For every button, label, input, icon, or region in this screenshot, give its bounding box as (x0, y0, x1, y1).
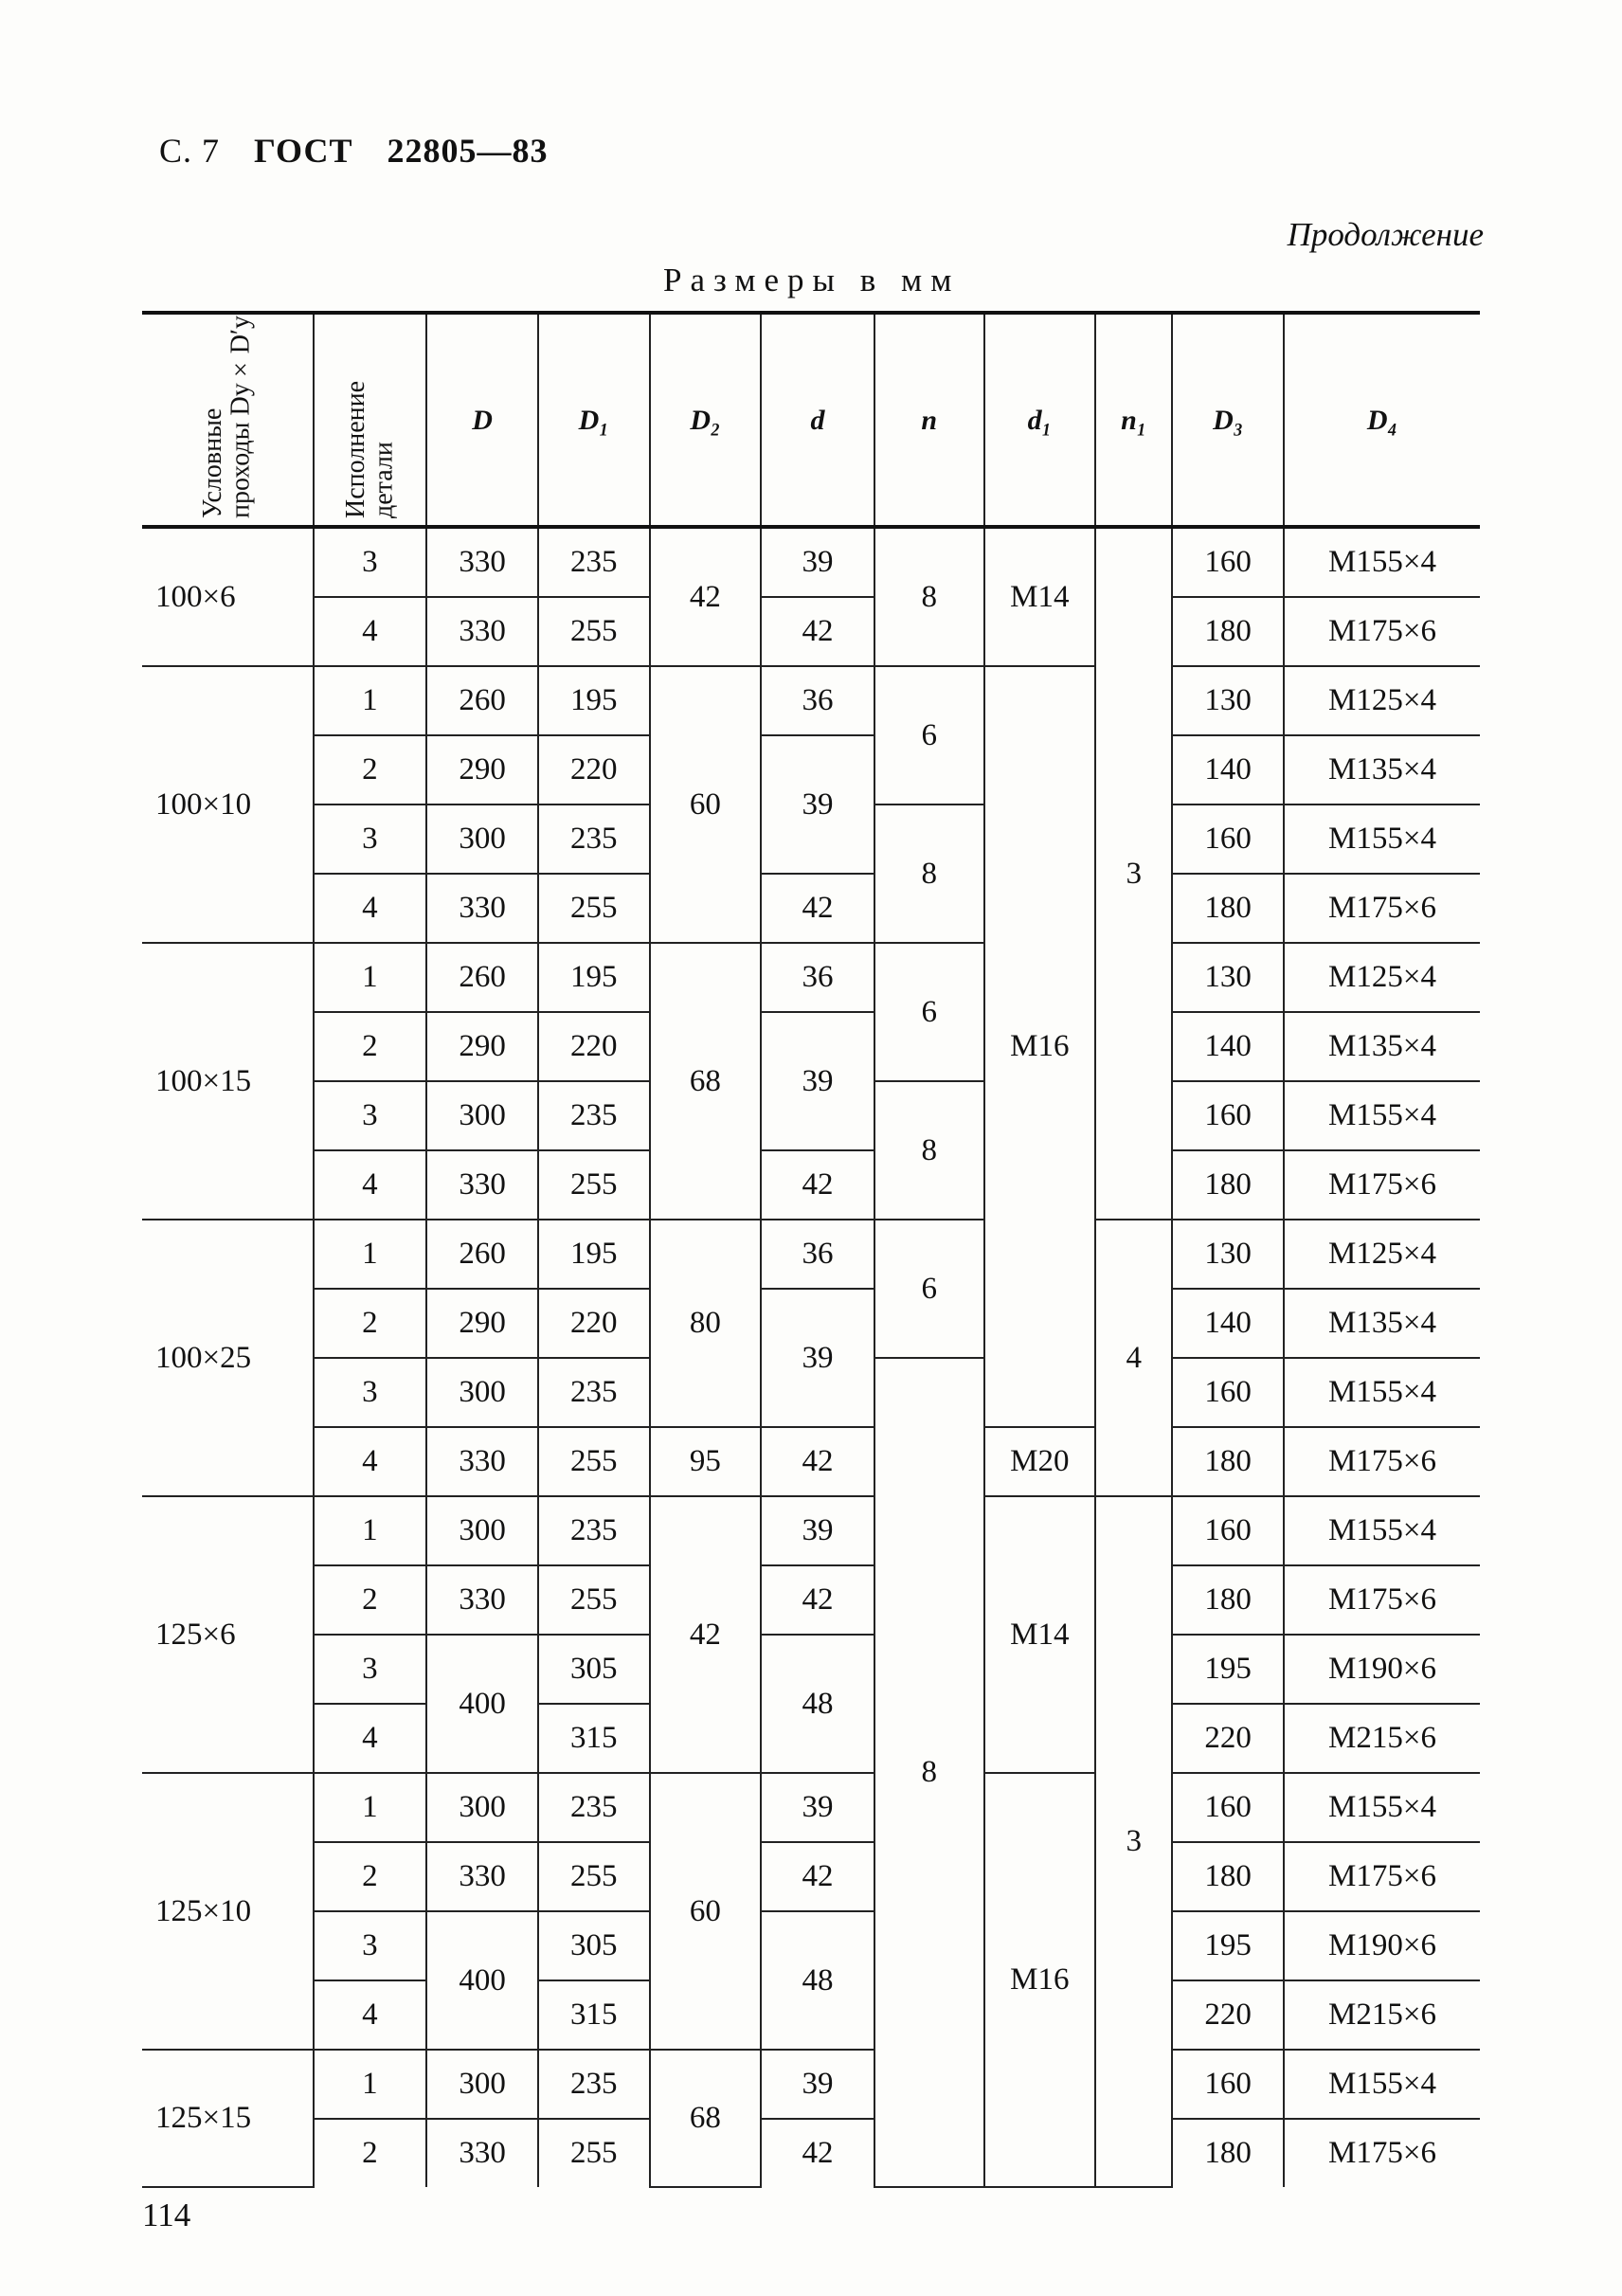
cell-variant: 3 (314, 1635, 427, 1704)
cell-D4: M125×4 (1284, 1220, 1480, 1289)
cell-d: 39 (761, 2050, 874, 2119)
cell-D4: M155×4 (1284, 1358, 1480, 1427)
cell-variant: 1 (314, 666, 427, 735)
cell-D1: 255 (538, 1565, 650, 1635)
cell-D: 330 (426, 527, 538, 597)
cell-D4: M175×6 (1284, 1565, 1480, 1635)
cell-D1: 235 (538, 805, 650, 874)
col-header-D: D (426, 313, 538, 527)
cell-D3: 130 (1172, 943, 1284, 1012)
cell-d1: M16 (984, 666, 1096, 1427)
cell-D1: 315 (538, 1704, 650, 1773)
cell-variant: 2 (314, 735, 427, 805)
col-header-variant: Исполнение детали (314, 313, 427, 527)
cell-d: 36 (761, 1220, 874, 1289)
col-header-D1: D₁ (538, 313, 650, 527)
cell-D1: 235 (538, 1358, 650, 1427)
cell-variant: 2 (314, 1842, 427, 1911)
table-header-row (142, 313, 1480, 527)
units-caption: Размеры в мм (663, 262, 961, 298)
cell-variant: 4 (314, 1427, 427, 1496)
cell-D3: 160 (1172, 1358, 1284, 1427)
cell-D3: 180 (1172, 874, 1284, 943)
cell-D3: 180 (1172, 1427, 1284, 1496)
cell-D3: 140 (1172, 735, 1284, 805)
cell-D3: 220 (1172, 1704, 1284, 1773)
cell-D: 260 (426, 1220, 538, 1289)
cell-D: 300 (426, 1496, 538, 1565)
col-header-d1: d₁ (984, 313, 1096, 527)
cell-variant: 1 (314, 1220, 427, 1289)
cell-dn: 125×15 (142, 2050, 314, 2187)
cell-D4: M190×6 (1284, 1911, 1480, 1980)
cell-n: 6 (874, 666, 984, 805)
cell-variant: 4 (314, 874, 427, 943)
cell-variant: 4 (314, 1150, 427, 1220)
cell-D1: 235 (538, 527, 650, 597)
cell-D: 330 (426, 874, 538, 943)
cell-variant: 2 (314, 1565, 427, 1635)
cell-D1: 255 (538, 597, 650, 666)
cell-D: 300 (426, 2050, 538, 2119)
cell-D2: 42 (650, 527, 762, 666)
cell-D4: M175×6 (1284, 874, 1480, 943)
cell-n1: 4 (1095, 1220, 1172, 1496)
cell-D3: 180 (1172, 2119, 1284, 2187)
page-prefix: С. 7 (159, 132, 221, 170)
cell-dn: 100×15 (142, 943, 314, 1220)
table-row (142, 527, 1480, 597)
cell-D: 330 (426, 597, 538, 666)
cell-D4: M155×4 (1284, 805, 1480, 874)
cell-n: 8 (874, 805, 984, 943)
cell-n: 8 (874, 527, 984, 666)
cell-D: 300 (426, 1081, 538, 1150)
cell-D1: 195 (538, 666, 650, 735)
cell-d: 48 (761, 1635, 874, 1773)
cell-d: 36 (761, 943, 874, 1012)
cell-d: 39 (761, 1496, 874, 1565)
cell-d: 36 (761, 666, 874, 735)
cell-D4: M125×4 (1284, 943, 1480, 1012)
cell-D3: 160 (1172, 1081, 1284, 1150)
col-header-n: n (874, 313, 984, 527)
cell-D2: 68 (650, 943, 762, 1220)
cell-n: 8 (874, 1081, 984, 1220)
cell-D4: M125×4 (1284, 666, 1480, 735)
standard-number: 22805—83 (387, 132, 549, 170)
cell-D1: 305 (538, 1635, 650, 1704)
cell-D: 330 (426, 1150, 538, 1220)
cell-variant: 4 (314, 1980, 427, 2050)
cell-variant: 3 (314, 1081, 427, 1150)
table-row (142, 1842, 1480, 1911)
col-header-dn: Условные проходы Dу×D′у (142, 313, 314, 527)
cell-D2: 95 (650, 1427, 762, 1496)
cell-d: 39 (761, 1289, 874, 1427)
cell-variant: 3 (314, 1911, 427, 1980)
col-header-d: d (761, 313, 874, 527)
cell-D3: 140 (1172, 1012, 1284, 1081)
cell-d: 39 (761, 527, 874, 597)
cell-D3: 195 (1172, 1635, 1284, 1704)
cell-d1: M16 (984, 1773, 1096, 2187)
cell-D4: M155×4 (1284, 1081, 1480, 1150)
cell-D1: 220 (538, 735, 650, 805)
cell-D: 330 (426, 1427, 538, 1496)
cell-D1: 195 (538, 943, 650, 1012)
cell-variant: 2 (314, 2119, 427, 2187)
cell-d1: M14 (984, 527, 1096, 666)
cell-n1: 3 (1095, 1496, 1172, 2187)
cell-variant: 2 (314, 1012, 427, 1081)
table-row (142, 1427, 1480, 1496)
cell-variant: 4 (314, 1704, 427, 1773)
cell-d: 42 (761, 1842, 874, 1911)
cell-D3: 220 (1172, 1980, 1284, 2050)
cell-D2: 60 (650, 666, 762, 943)
cell-variant: 3 (314, 527, 427, 597)
cell-D2: 80 (650, 1220, 762, 1427)
cell-D4: M175×6 (1284, 597, 1480, 666)
cell-D3: 195 (1172, 1911, 1284, 1980)
col-header-n1: n₁ (1095, 313, 1172, 527)
table-row (142, 597, 1480, 666)
cell-D: 260 (426, 666, 538, 735)
cell-D2: 68 (650, 2050, 762, 2187)
cell-D3: 180 (1172, 1842, 1284, 1911)
cell-D3: 140 (1172, 1289, 1284, 1358)
cell-D1: 235 (538, 1496, 650, 1565)
cell-D1: 220 (538, 1289, 650, 1358)
cell-D: 290 (426, 1012, 538, 1081)
cell-d: 39 (761, 735, 874, 874)
cell-variant: 1 (314, 2050, 427, 2119)
cell-variant: 3 (314, 805, 427, 874)
cell-D3: 160 (1172, 1496, 1284, 1565)
cell-D4: M215×6 (1284, 1980, 1480, 2050)
cell-D1: 220 (538, 1012, 650, 1081)
cell-D1: 235 (538, 2050, 650, 2119)
cell-D: 330 (426, 1842, 538, 1911)
cell-D4: M175×6 (1284, 1427, 1480, 1496)
cell-D3: 160 (1172, 2050, 1284, 2119)
table-row (142, 1635, 1480, 1704)
cell-D1: 235 (538, 1081, 650, 1150)
dimensions-table (142, 311, 1480, 2188)
cell-D4: M175×6 (1284, 1842, 1480, 1911)
table-row (142, 1150, 1480, 1220)
cell-dn: 100×6 (142, 527, 314, 666)
cell-d: 42 (761, 2119, 874, 2187)
table-row (142, 2050, 1480, 2119)
cell-D: 400 (426, 1911, 538, 2050)
table-row (142, 735, 1480, 805)
cell-n: 6 (874, 1220, 984, 1358)
table-row (142, 943, 1480, 1012)
table-row (142, 1012, 1480, 1081)
cell-D1: 235 (538, 1773, 650, 1842)
cell-D1: 255 (538, 1842, 650, 1911)
cell-D4: M190×6 (1284, 1635, 1480, 1704)
cell-D4: M175×6 (1284, 2119, 1480, 2187)
cell-variant: 4 (314, 597, 427, 666)
cell-d1: M20 (984, 1427, 1096, 1496)
cell-dn: 125×10 (142, 1773, 314, 2050)
cell-D: 330 (426, 1565, 538, 1635)
cell-D4: M155×4 (1284, 1773, 1480, 1842)
cell-D4: M135×4 (1284, 1289, 1480, 1358)
table-row (142, 1220, 1480, 1289)
cell-D2: 42 (650, 1496, 762, 1773)
page-header (159, 131, 572, 171)
cell-D4: M175×6 (1284, 1150, 1480, 1220)
cell-D3: 160 (1172, 527, 1284, 597)
cell-D3: 160 (1172, 805, 1284, 874)
cell-d: 48 (761, 1911, 874, 2050)
continuation-label: Продолжение (1287, 216, 1484, 253)
cell-n: 8 (874, 1358, 984, 2187)
cell-variant: 3 (314, 1358, 427, 1427)
cell-n1: 3 (1095, 527, 1172, 1220)
table-row (142, 1773, 1480, 1842)
cell-D: 260 (426, 943, 538, 1012)
cell-D3: 180 (1172, 1565, 1284, 1635)
cell-D1: 255 (538, 874, 650, 943)
cell-D4: M155×4 (1284, 2050, 1480, 2119)
cell-D3: 160 (1172, 1773, 1284, 1842)
cell-D4: M155×4 (1284, 1496, 1480, 1565)
cell-variant: 1 (314, 943, 427, 1012)
cell-d: 42 (761, 1565, 874, 1635)
cell-D1: 255 (538, 1427, 650, 1496)
cell-D: 400 (426, 1635, 538, 1773)
cell-n: 6 (874, 943, 984, 1081)
cell-d: 42 (761, 1150, 874, 1220)
table-row (142, 666, 1480, 735)
cell-d: 39 (761, 1773, 874, 1842)
standard-label: ГОСТ (254, 132, 353, 170)
cell-d1: M14 (984, 1496, 1096, 1773)
cell-D1: 195 (538, 1220, 650, 1289)
cell-D3: 180 (1172, 1150, 1284, 1220)
col-header-D4: D₄ (1284, 313, 1480, 527)
cell-D2: 60 (650, 1773, 762, 2050)
cell-d: 42 (761, 874, 874, 943)
cell-D: 300 (426, 1358, 538, 1427)
cell-D3: 130 (1172, 1220, 1284, 1289)
cell-d: 42 (761, 1427, 874, 1496)
cell-D4: M135×4 (1284, 735, 1480, 805)
table-row (142, 1496, 1480, 1565)
table-row (142, 1911, 1480, 1980)
table-row (142, 1565, 1480, 1635)
table-row (142, 1289, 1480, 1358)
cell-D: 300 (426, 805, 538, 874)
cell-d: 42 (761, 597, 874, 666)
cell-D1: 315 (538, 1980, 650, 2050)
cell-D4: M135×4 (1284, 1012, 1480, 1081)
cell-D4: M155×4 (1284, 527, 1480, 597)
cell-D1: 305 (538, 1911, 650, 1980)
cell-dn: 125×6 (142, 1496, 314, 1773)
cell-dn: 100×25 (142, 1220, 314, 1496)
cell-variant: 2 (314, 1289, 427, 1358)
cell-D4: M215×6 (1284, 1704, 1480, 1773)
cell-D: 300 (426, 1773, 538, 1842)
cell-D3: 180 (1172, 597, 1284, 666)
cell-D: 330 (426, 2119, 538, 2187)
cell-D: 290 (426, 1289, 538, 1358)
cell-d: 39 (761, 1012, 874, 1150)
cell-D1: 255 (538, 1150, 650, 1220)
page-number: 114 (142, 2197, 191, 2233)
table-row (142, 2119, 1480, 2187)
cell-dn: 100×10 (142, 666, 314, 943)
cell-D: 290 (426, 735, 538, 805)
cell-D3: 130 (1172, 666, 1284, 735)
cell-D1: 255 (538, 2119, 650, 2187)
col-header-D3: D₃ (1172, 313, 1284, 527)
col-header-D2: D₂ (650, 313, 762, 527)
table-row (142, 874, 1480, 943)
cell-variant: 1 (314, 1496, 427, 1565)
cell-variant: 1 (314, 1773, 427, 1842)
